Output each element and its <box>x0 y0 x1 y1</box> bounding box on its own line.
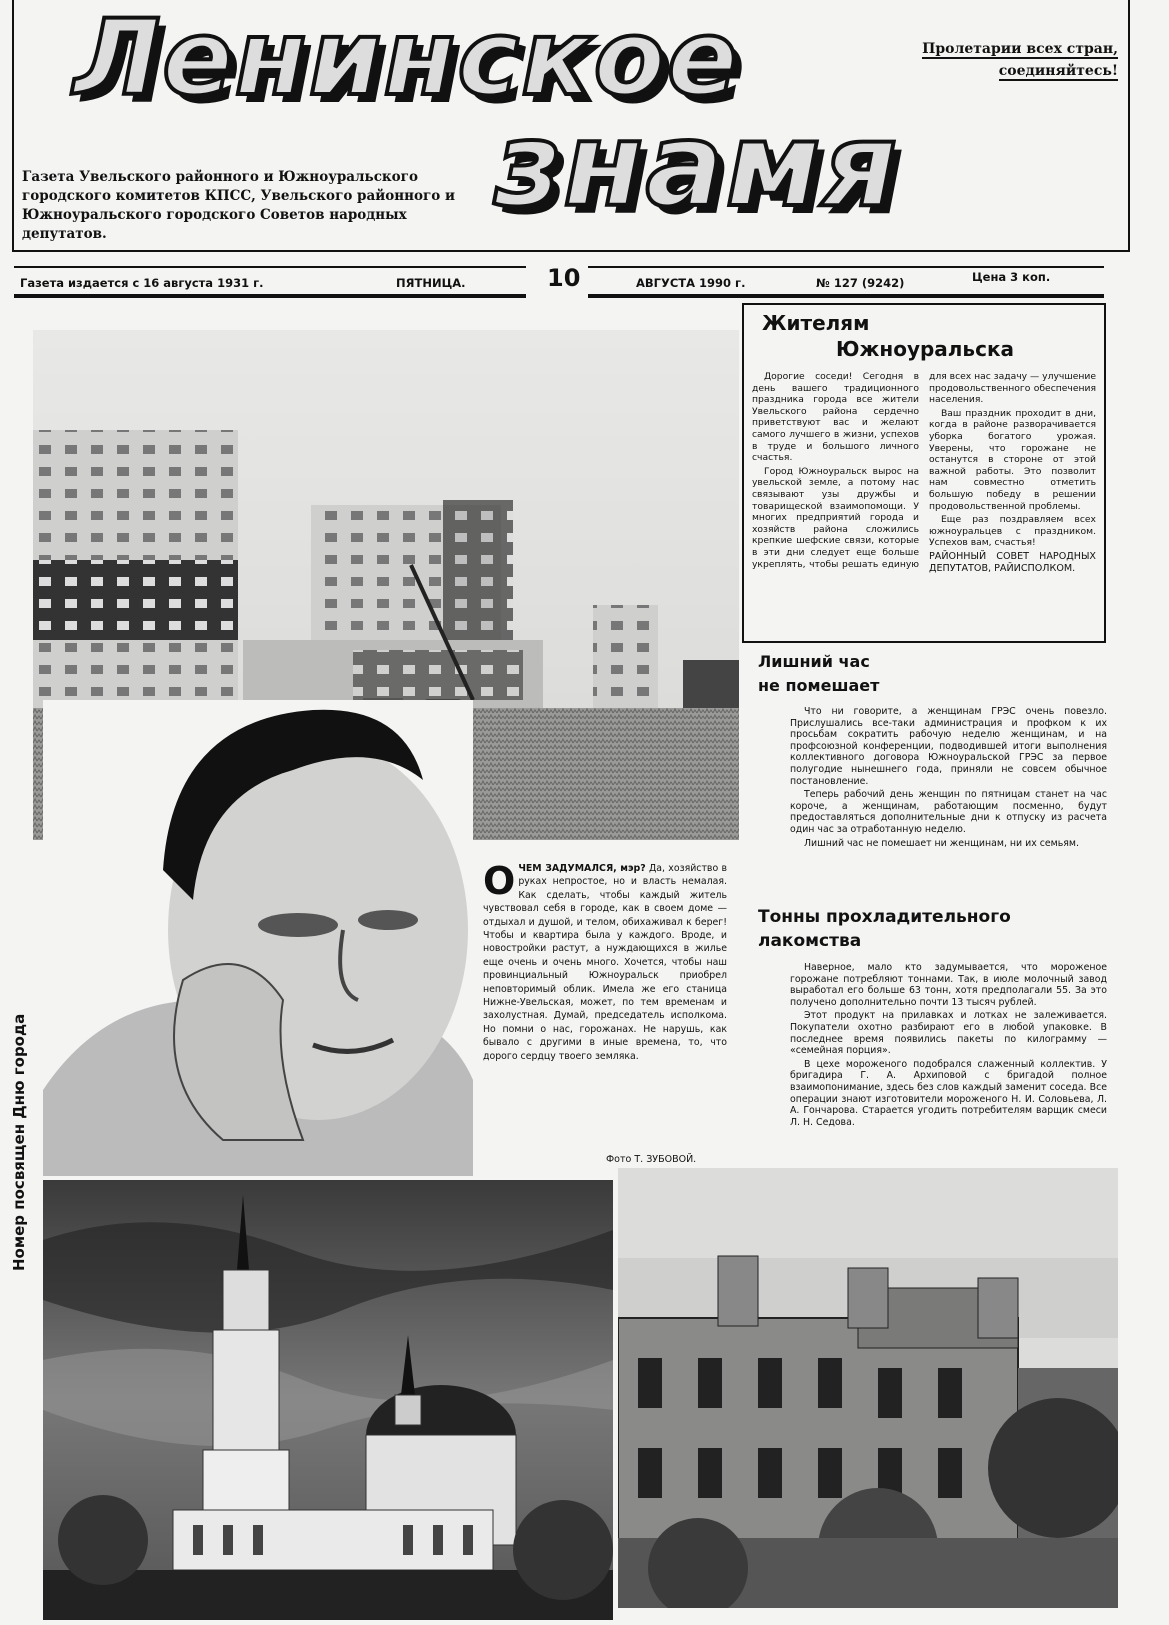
mayor-caption <box>483 859 727 1063</box>
mayor-portrait <box>43 700 473 1176</box>
newspaper-title-line1: Ленинское <box>74 0 740 119</box>
merchant-house-photo <box>618 1168 1118 1608</box>
info-rule-bottom-right <box>588 294 1104 298</box>
publisher-note: Газета Увельского районного и Южноуральского городского комитетов КПСС, Увельского районного и Южноуральского городского Советов народных депутатов. <box>22 169 456 242</box>
photo-credit: Фото Т. ЗУБОВОЙ. <box>606 1154 697 1165</box>
drop-cap: О <box>483 859 516 903</box>
article-icecream-paragraph: Наверное, мало кто задумывается, что мороженое горожане потребляют тоннами. Так, в июле молочный завод выработал его больше 63 тонн, хотя предполагали 55. За это получено дополнительно почти 13 тысяч рублей. <box>790 962 1107 1008</box>
price: Цена 3 коп. <box>972 270 1051 284</box>
article-hour-title <box>758 650 879 698</box>
slogan-line2: соединяйтесь! <box>998 63 1118 79</box>
founded-note: Газета издается с 16 августа 1931 г. <box>20 276 264 290</box>
greeting-title-line1: Жителям <box>762 311 870 335</box>
issue-day: 10 <box>547 264 581 292</box>
greeting-paragraph: Город Южноуральск вырос на увельской земле, а потому нас связывают узы дружбы и товарищеской взаимопомощи. У многих предприятий города и хозяйств района сложились крепкие шефские связи, которые в эти дни следует еще больше укреплять, чтобы решать единую для всех нас задачу — улучшение продовольственного обеспечения населения. <box>752 371 1097 570</box>
article-icecream-title-line1: Тонны прохладительного <box>758 907 1011 927</box>
mayor-lead: ЧЕМ ЗАДУМАЛСЯ, мэр? <box>518 863 646 874</box>
side-note: Номер посвящен Дню города <box>10 1013 28 1271</box>
article-hour-title-line2: не помешает <box>758 676 880 695</box>
greeting-box <box>742 303 1106 643</box>
issue-number: № 127 (9242) <box>816 276 905 290</box>
mayor-body: Да, хозяйство в руках непростое, но и власть немалая. Как сделать, чтобы каждый житель чувствовал себя в городе, как в своем доме — отдыхал и душой, и телом, обихаживал к берег! Чтобы и квартира была у каждого. Вроде, и новостройки растут, а нуждающихся в жилье еще очень и очень много. Хочется, чтобы наш провинциальный Южноуральск приобрел неповторимый облик. Имела же его станица Нижне-Увельская, может, по тем временам и захолустная. Думай, председатель исполкома. Но помни о нас, горожанах. Не нарушь, как бывало с другими в иные времена, то, что дорого сердцу твоего земляка. <box>483 863 727 1062</box>
masthead <box>12 0 1130 252</box>
article-icecream-title <box>758 905 1011 953</box>
article-hour-paragraph: Что ни говорите, а женщинам ГРЭС очень повезло. Прислушались все-таки администрация и профком к их просьбам сократить рабочую неделю женщинам, и на профсоюзной конференции, подводившей итоги выполнения коллективного договора Южноуральской ГРЭС за первое полугодие нынешнего года, приняли не совсем обычное постановление. <box>790 706 1107 787</box>
article-icecream-title-line2: лакомства <box>758 931 862 951</box>
greeting-title-line2: Южноуральска <box>836 337 1015 361</box>
article-hour-paragraph: Теперь рабочий день женщин по пятницам станет на час короче, а женщинам, работающим посменно, будут предоставляться дополнительные дни к отпуску из расчета один час за отработанную неделю. <box>790 789 1107 835</box>
greeting-body <box>752 371 1096 574</box>
article-icecream-body <box>790 962 1107 1130</box>
greeting-paragraph: Дорогие соседи! Сегодня в день вашего традиционного праздника города все жители Увельского района сердечно приветствуют вас и желают самого лучшего в жизни, успехов в труде и большого личного счастья. <box>752 371 919 464</box>
info-rule-bottom-left <box>14 294 526 298</box>
article-hour-title-line1: Лишний час <box>758 652 870 671</box>
issue-month-year: АВГУСТА 1990 г. <box>636 276 746 290</box>
greeting-signature: РАЙОННЫЙ СОВЕТ НАРОДНЫХ ДЕПУТАТОВ, РАЙИСПОЛКОМ. <box>929 550 1096 574</box>
greeting-paragraph: Ваш праздник проходит в дни, когда в районе разворачивается уборка богатого урожая. Уверены, что горожане не останутся в стороне от этой важной работы. Это позволит нам совместно отметить большую победу в решении продовольственной проблемы. <box>929 407 1096 512</box>
info-rule-top-right <box>588 266 1104 268</box>
article-icecream-paragraph: В цехе мороженого подобрался слаженный коллектив. У бригадира Г. А. Архиповой с бригадой полное взаимопонимание, здесь без слов каждый заменит соседа. Все операции знают изготовители мороженого Н. И. Соловьева, Л. А. Гончарова. Старается угодить потребителям варщик смеси Л. Н. Седова. <box>790 1058 1107 1128</box>
info-rule-top-left <box>14 266 526 268</box>
church-photo <box>43 1180 613 1620</box>
article-hour-paragraph: Лишний час не помешает ни женщинам, ни их семьям. <box>804 837 1079 849</box>
slogan-line1: Пролетарии всех стран, <box>922 41 1118 57</box>
slogan <box>888 38 1118 82</box>
weekday: ПЯТНИЦА. <box>396 276 466 290</box>
greeting-paragraph: Еще раз поздравляем всех южноуральцев с праздником. Успехов вам, счастья! <box>929 514 1096 549</box>
article-hour-body <box>790 706 1107 851</box>
newspaper-title-line2: знамя <box>494 98 900 233</box>
article-icecream-paragraph: Этот продукт на прилавках и лотках не залеживается. Покупатели охотно разбирают его в любой упаковке. В последнее время появились пакеты по килограмму — «семейная порция». <box>790 1010 1107 1057</box>
